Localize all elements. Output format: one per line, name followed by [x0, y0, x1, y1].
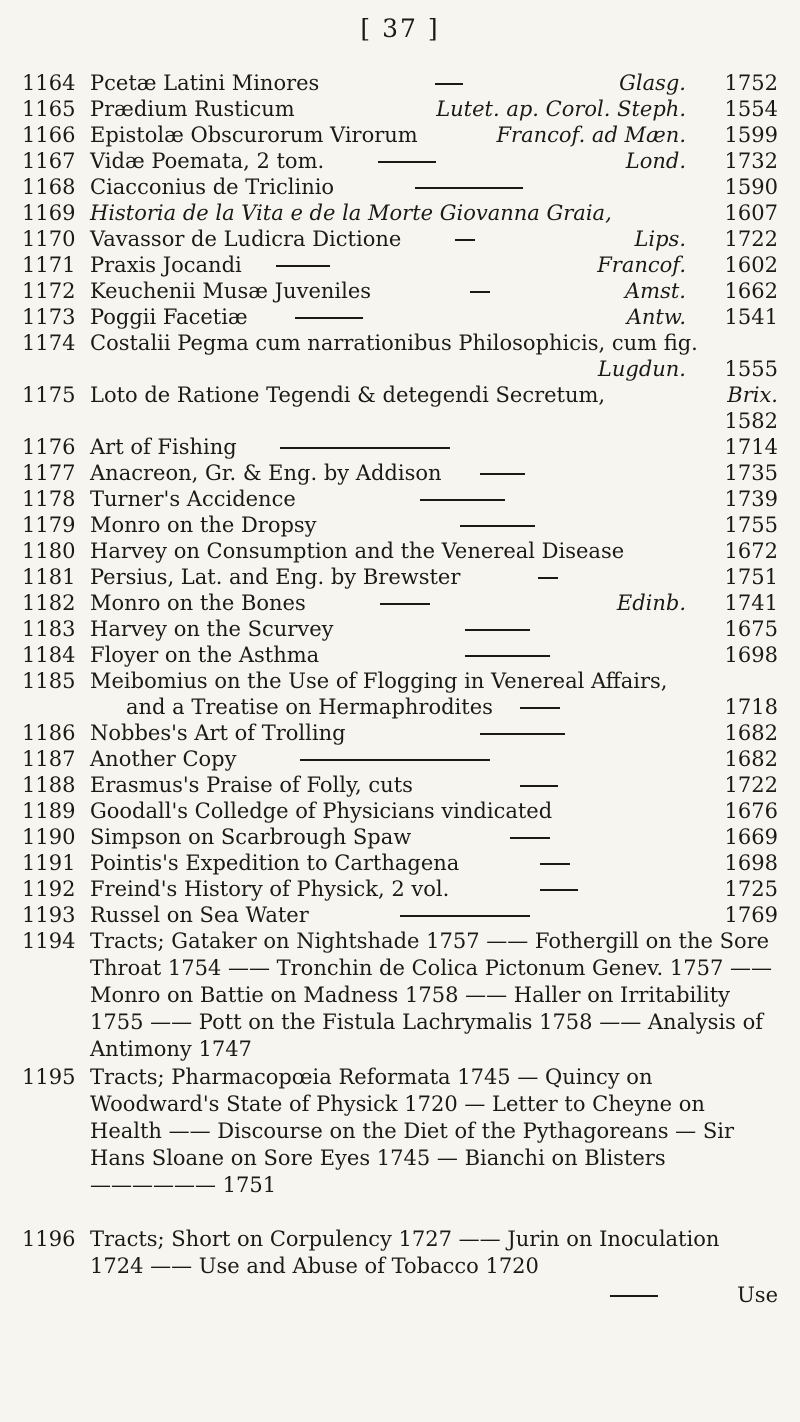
list-item: 1167 Vidæ Poemata, 2 tom. Lond. 1732 [22, 149, 778, 173]
list-item: 1171 Praxis Jocandi Francof. 1602 [22, 253, 778, 277]
list-item: 1165 Prædium Rusticum Lutet. ap. Corol. Steph. 1554 [22, 97, 778, 121]
list-item: 1193 Russel on Sea Water 1769 [22, 903, 778, 927]
list-item: 1188 Erasmus's Praise of Folly, cuts 1722 [22, 773, 778, 797]
list-item: 1184 Floyer on the Asthma 1698 [22, 643, 778, 667]
list-item: 1190 Simpson on Scarbrough Spaw 1669 [22, 825, 778, 849]
list-item: 1164 Pcetæ Latini Minores Glasg. 1752 [22, 71, 778, 95]
catalogue-page: [ 37 ] 1164 Pcetæ Latini Minores Glasg. 1752 1165 Prædium Rusticum Lutet. ap. Corol. Steph. 1554 1166 Epistolæ Obscurorum Virorum Francof. ad Mæn. 1599 1167 Vidæ Poemata, 2 tom. Lond. 1732 1168 Ciacconius de Triclinio 1590 1169 Historia de la Vita e de la Morte Giovanna Graia, 1607 1170 Vavassor de Ludicra Dictione Lips. 1722 1171 Praxis Jocandi Francof. 1602 1172 Keuchenii Musæ Juveniles Amst. 1662 1173 Poggii Facetiæ Antw. 1541 1174 Costalii Pegma cum narrationibus Philosophicis, cum fig. Lugdun. 1555 1175 Loto de Ratione Tegendi & detegendi Secretum, Brix. 1582 1176 Art of Fishing 1714 1177 Anacreon, Gr. & Eng. by Addison 1735 1178 Turner's Accidence 1739 1179 Monro on the Dropsy 1755 1180 Harvey on Consumption and the Venereal Disease 1672 1181 Persius, Lat. and Eng. by Brewster 1751 1182 Monro on the Bones Edinb. 1741 1183 Harvey on the Scurvey 1675 1184 Floyer on the Asthma 1698 1185 Meibomius on the Use of Flogging in Venereal Affairs, and a Treatise on Hermaphrodites 1718 1186 Nobbes's Art of Trolling 1682 1187 Another Copy 1682 1188 Erasmus's Praise of Folly, cuts 1722 1189 Goodall's Colledge of Physicians vindicated 1676 1190 Simpson on Scarbrough Spaw 1669 1191 Pointis's Expedition to Carthagena 1698 1192 Freind's History of Physick, 2 vol. 1725 1193 Russel on Sea Water 1769 1194 Tracts; Gataker on Nightshade 1757 —— Fothergill on the Sore Throat 1754 —— Tronchin de Colica Pictonum Genev. 1757 —— Monro on Battie on Madness 1758 —— Haller on Irritability 1755 —— Pott on the Fistula Lachrymalis 1758 —— Analysis of Antimony 1747 1195 Tracts; Pharmacopœia Reformata 1745 — Quincy on Woodward's State of Physick 1720 — Letter to Cheyne on Health —— Discourse on the Diet of the Pythagoreans — Sir Hans Sloane on Sore Eyes 1745 — Bianchi on Blisters —————— 1751 1196 Tracts; Short on Corpulency 1727 —— Jurin on Inoculation 1724 —— Use and Abuse of Tobacco 1720 Use [0, 0, 800, 1422]
list-item: 1187 Another Copy 1682 [22, 747, 778, 771]
list-item: 1196 Tracts; Short on Corpulency 1727 —— Jurin on Inoculation 1724 —— Use and Abuse of Tobacco 1720 [22, 1227, 720, 1278]
list-item: 1176 Art of Fishing 1714 [22, 435, 778, 459]
list-item: 1177 Anacreon, Gr. & Eng. by Addison 1735 [22, 461, 778, 485]
list-item: 1180 Harvey on Consumption and the Venereal Disease 1672 [22, 539, 778, 563]
list-item: 1192 Freind's History of Physick, 2 vol. 1725 [22, 877, 778, 901]
list-item: 1172 Keuchenii Musæ Juveniles Amst. 1662 [22, 279, 778, 303]
list-item: 1179 Monro on the Dropsy 1755 [22, 513, 778, 537]
list-item: 1166 Epistolæ Obscurorum Virorum Francof. ad Mæn. 1599 [22, 123, 778, 147]
list-item: 1175 Loto de Ratione Tegendi & detegendi Secretum, Brix. [22, 383, 778, 407]
list-item: 1195 Tracts; Pharmacopœia Reformata 1745 — Quincy on Woodward's State of Physick 1720 — Letter to Cheyne on Health —— Discourse on the Diet of the Pythagoreans — Sir Hans Sloane on Sore Eyes 1745 — Bianchi on Blisters —————— 1751 [22, 1065, 734, 1197]
list-item: 1174 Costalii Pegma cum narrationibus Philosophicis, cum fig. [22, 331, 698, 355]
list-item: 1183 Harvey on the Scurvey 1675 [22, 617, 778, 641]
list-item: 1168 Ciacconius de Triclinio 1590 [22, 175, 778, 199]
list-item: 1181 Persius, Lat. and Eng. by Brewster 1751 [22, 565, 778, 589]
list-item: 1173 Poggii Facetiæ Antw. 1541 [22, 305, 778, 329]
list-item: 1178 Turner's Accidence 1739 [22, 487, 778, 511]
list-item: 1169 Historia de la Vita e de la Morte Giovanna Graia, 1607 [22, 201, 778, 225]
list-item: 1185 Meibomius on the Use of Flogging in Venereal Affairs, [22, 669, 668, 693]
list-item: 1189 Goodall's Colledge of Physicians vindicated 1676 [22, 799, 778, 823]
list-item: 1182 Monro on the Bones Edinb. 1741 [22, 591, 778, 615]
list-item: 1186 Nobbes's Art of Trolling 1682 [22, 721, 778, 745]
list-item: 1191 Pointis's Expedition to Carthagena 1698 [22, 851, 778, 875]
catchword: Use [737, 1283, 778, 1307]
list-item: 1170 Vavassor de Ludicra Dictione Lips. 1722 [22, 227, 778, 251]
page-number: [ 37 ] [360, 14, 440, 43]
list-item: 1194 Tracts; Gataker on Nightshade 1757 —— Fothergill on the Sore Throat 1754 —— Tronchin de Colica Pictonum Genev. 1757 —— Monro on Battie on Madness 1758 —— Haller on Irritability 1755 —— Pott on the Fistula Lachrymalis 1758 —— Analysis of Antimony 1747 [22, 929, 773, 1061]
